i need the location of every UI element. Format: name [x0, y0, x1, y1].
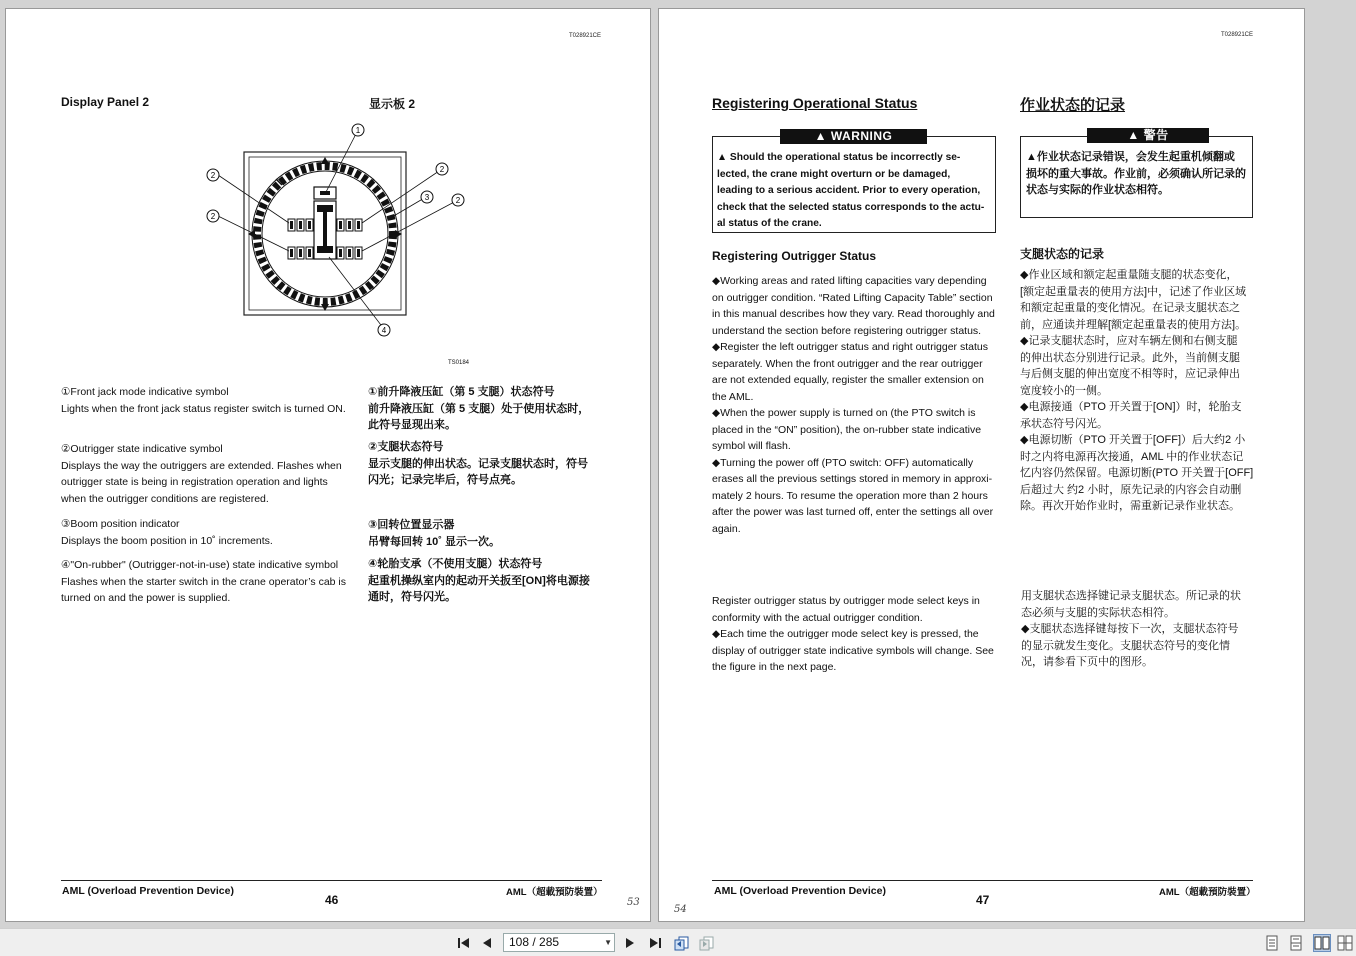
callout-3: 3 — [424, 193, 430, 202]
warning-triangle-icon: ▲ — [814, 129, 828, 143]
section-title-cn: 支腿状态的记录 — [1020, 247, 1105, 261]
item-1-en: ①Front jack mode indicative symbol Lights when the front jack status register switch is turned ON. — [61, 386, 346, 415]
continuous-view-button[interactable] — [1287, 934, 1305, 952]
outrigger-symbols-right — [337, 219, 362, 259]
outrigger-symbols-left — [288, 219, 313, 259]
page-number-46: 46 — [325, 893, 339, 907]
continuous-view-icon — [1289, 935, 1303, 951]
next-page-button[interactable] — [621, 934, 639, 952]
go-back-button[interactable] — [673, 934, 691, 952]
right-title-cn: 作业状态的记录 — [1020, 97, 1126, 114]
callout-4: 4 — [381, 326, 387, 335]
doc-id: T028921CE — [1221, 32, 1254, 38]
item-1-cn: ①前升降液压缸（第 5 支腿）状态符号 前升降液压缸（第 5 支腿）处于使用状态时， 此符号显现出来。 — [368, 386, 590, 431]
viewer-toolbar — [0, 928, 1356, 956]
previous-page-button[interactable] — [478, 934, 496, 952]
page-indicator: 108 / 285 — [509, 935, 560, 949]
item-3-en: ③Boom position indicator Displays the boom position in 10˚ increments. — [61, 518, 273, 547]
warning-text-en: ▲ Should the operational status be incorrectly se- lected, the crane might overturn or be damaged, leading to a serious accident. Prior to every operation, check that the selected status corresponds to the actu- al status of the crane. — [717, 152, 985, 229]
item-4-en: ④"On-rubber" (Outrigger-not-in-use) state indicative symbol Flashes when the starter switch in the crane operator’s cab is turned on and the power is supplied. — [61, 559, 347, 604]
go-forward-icon — [699, 935, 715, 951]
warning-label-en: ▲ WARNING — [780, 129, 927, 144]
previous-page-icon — [480, 936, 494, 950]
footer-rule — [712, 880, 1253, 881]
right-page — [658, 8, 1305, 922]
single-page-view-icon — [1265, 935, 1279, 951]
handwritten-note: 53 — [627, 897, 640, 908]
display-panel-figure — [196, 117, 486, 347]
warning-triangle-icon: ▲ — [1127, 128, 1140, 142]
two-page-continuous-view-button[interactable] — [1336, 934, 1354, 952]
item-2-cn: ②支腿状态符号 显示支腿的伸出状态。记录支腿状态时，符号 闪光；记录完毕后，符号点亮。 — [368, 441, 588, 486]
callout-2b: 2 — [210, 212, 216, 221]
single-page-view-button[interactable] — [1263, 934, 1281, 952]
item-2-en: ②Outrigger state indicative symbol Displays the way the outriggers are extended. Flashes when outrigger state is being in registration operation and lights when the outrigger conditions are registered. — [61, 443, 342, 505]
item-3-cn: ③回转位置显示器 吊臂每回转 10˚ 显示一次。 — [368, 519, 501, 548]
warning-text-cn: ▲作业状态记录错误，会发生起重机倾翻或 损坏的重大事故。作业前，必须确认所记录的 状态与实际的作业状态相符。 — [1026, 151, 1246, 196]
footer-title-cn: AML（超載預防裝置） — [506, 887, 603, 898]
go-back-icon — [674, 935, 690, 951]
warning-triangle-icon: ▲ — [717, 152, 730, 163]
section-title-en: Registering Outrigger Status — [712, 249, 877, 263]
two-page-view-button[interactable] — [1313, 934, 1331, 952]
left-title-en: Display Panel 2 — [61, 95, 150, 109]
page-number-field[interactable] — [503, 933, 615, 952]
callout-2c: 2 — [439, 165, 445, 174]
last-page-button[interactable] — [646, 934, 664, 952]
figure-code: TS0184 — [448, 360, 470, 366]
first-page-button[interactable] — [455, 934, 473, 952]
warning-label-cn: ▲ 警告 — [1087, 128, 1209, 143]
footer-title-en: AML (Overload Prevention Device) — [714, 885, 886, 897]
last-page-icon — [648, 936, 662, 950]
handwritten-note: 54 — [674, 904, 687, 915]
two-page-view-icon — [1314, 936, 1330, 950]
body-cn: ◆作业区域和额定起重量随支腿的状态变化， [额定起重量表的使用方法]中，记述了作业区域 和额定起重量的变化情况。在记录支腿状态之 前，应通读并理解[额定起重量表的使用方法]。 ◆记录支腿状态时，应对车辆左侧和右侧支腿 的伸出状态分别进行记录。此外，当前侧支腿 与后侧支腿的伸出宽度不相等时，应记录伸出 宽度较小的一侧。 ◆电源接通（PTO 开关置于[ON]）时，轮胎支 承状态符号闪光。 ◆电源切断（PTO 开关置于[OFF]）后大约2 小 时之内将电源再次接通，AML 中的作业状态记 忆内容仍然保留。电源切断(PTO 开关置于[OFF] 后超过大 约2 小时，原先记录的内容会自动删 除。再次开始作业时，需重新记录作业状态。 — [1020, 269, 1254, 512]
footer-title-en: AML (Overload Prevention Device) — [62, 885, 234, 897]
left-page — [5, 8, 651, 922]
footer-rule — [61, 880, 602, 881]
two-page-continuous-view-icon — [1337, 935, 1353, 951]
warning-triangle-icon: ▲ — [1026, 151, 1037, 163]
body2-en: Register outrigger status by outrigger mode select keys in conformity with the actual outrigger condition. ◆Each time the outrigger mode select key is pressed, the display of outrigger state indicative symbols will change. See the figure in the next page. — [712, 595, 994, 673]
left-title-cn: 显示板 2 — [369, 97, 416, 111]
callout-2d: 2 — [455, 196, 461, 205]
go-forward-button[interactable] — [698, 934, 716, 952]
doc-id: T028921CE — [569, 33, 602, 39]
right-title-en: Registering Operational Status — [712, 95, 918, 111]
next-page-icon — [623, 936, 637, 950]
callout-2a: 2 — [210, 171, 216, 180]
body2-cn: 用支腿状态选择键记录支腿状态。所记录的状 态必须与支腿的实际状态相符。 ◆支腿状态选择键每按下一次，支腿状态符号 的显示就发生变化。支腿状态符号的变化情 况，请参看下页中的图形。 — [1021, 590, 1241, 668]
footer-title-cn: AML（超載預防裝置） — [1159, 887, 1256, 898]
first-page-icon — [457, 936, 471, 950]
body-en: ◆Working areas and rated lifting capacities vary depending on outrigger condition. “Rated Lifting Capacity Table” section in this manual describes how they vary. Read thoroughly and understand the section before registering outrigger status. ◆Register the left outrigger status and right outrigger status separately. When the front outrigger and the rear outrigger are not extended equally, register the smaller extension on the AML. ◆When the power supply is turned on (the PTO switch is placed in the “ON” position), the on-rubber state indicative symbol will flash. ◆Turning the power off (PTO switch: OFF) automatically erases all the previous settings stored in memory in approxi- mately 2 hours. To resume the operation more than 2 hours after the power was last turned off, enter the settings all over again. — [712, 275, 995, 535]
page-number-47: 47 — [976, 893, 990, 907]
chevron-down-icon[interactable]: ▼ — [604, 938, 612, 947]
callout-1: 1 — [355, 126, 361, 135]
item-4-cn: ④轮胎支承（不使用支腿）状态符号 起重机操纵室内的起动开关扳至[ON]将电源接 通时，符号闪光。 — [368, 558, 590, 603]
